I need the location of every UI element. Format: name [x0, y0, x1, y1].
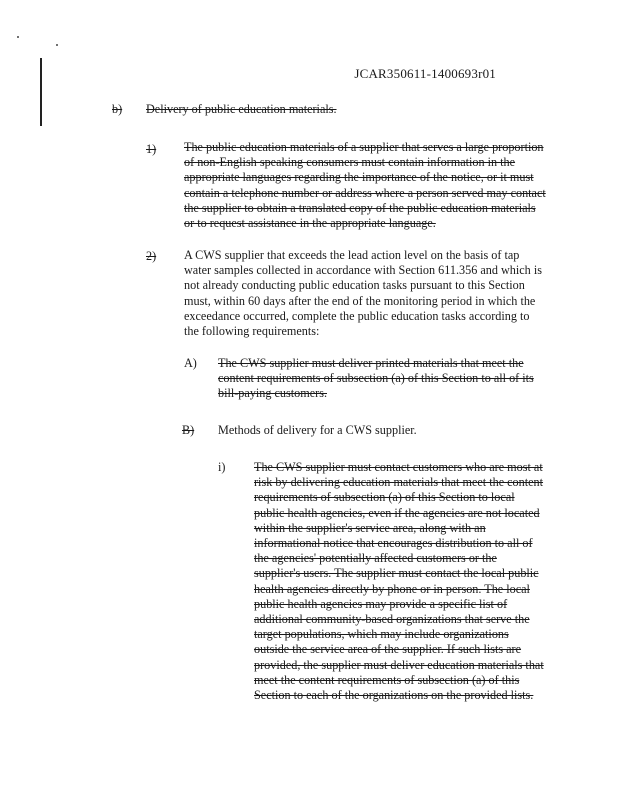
margin-bar — [40, 58, 42, 126]
item-text: Methods of delivery for a CWS supplier. — [218, 423, 417, 437]
scan-speck — [17, 36, 19, 38]
item-label: B) — [182, 423, 195, 437]
item-label: 2) — [146, 249, 157, 263]
item-label: i) — [218, 460, 226, 474]
section-heading: Delivery of public education materials. — [146, 102, 337, 116]
item-label: 1) — [146, 142, 157, 156]
item-label: A) — [184, 356, 197, 370]
item-text: The CWS supplier must deliver printed materials that meet the content requirements of subsection (a) of this Section to all of its bill-paying customers. — [218, 356, 534, 401]
item-text: A CWS supplier that exceeds the lead action level on the basis of tap water samples collected in accordance with Section 611.356 and which is not already conducting public education tasks pursuant to this Section must, within 60 days after the end of the monitoring period in which the exceedance occurred, complete the public education tasks according to the following requirements: — [184, 248, 542, 339]
document-code: JCAR350611-1400693r01 — [354, 66, 496, 81]
item-text: The CWS supplier must contact customers who are most at risk by delivering education materials that meet the content requirements of subsection (a) of this Section to local public health agencies, even if the agencies are not located within the supplier's service area, along with an informational notice that encourages distribution to all of the agencies' potentially affected customers or the supplier's users. The supplier must contact the local public health agencies directly by phone or in person. The local public health agencies may provide a specific list of additional community-based organizations that serve the target populations, which may include organizations outside the service area of the supplier. If such lists are provided, the supplier must deliver education materials that meet the content requirements of subsection (a) of this Section to each of the organizations on the provided lists. — [254, 460, 544, 703]
scan-speck — [56, 44, 58, 46]
item-text: The public education materials of a supplier that serves a large proportion of non-English speaking consumers must contain information in the appropriate languages regarding the importance of the notice, or it must contain a telephone number or address where a person served may contact the supplier to obtain a translated copy of the public education materials or to request assistance in the appropriate language. — [184, 140, 546, 231]
section-label: b) — [112, 102, 123, 116]
